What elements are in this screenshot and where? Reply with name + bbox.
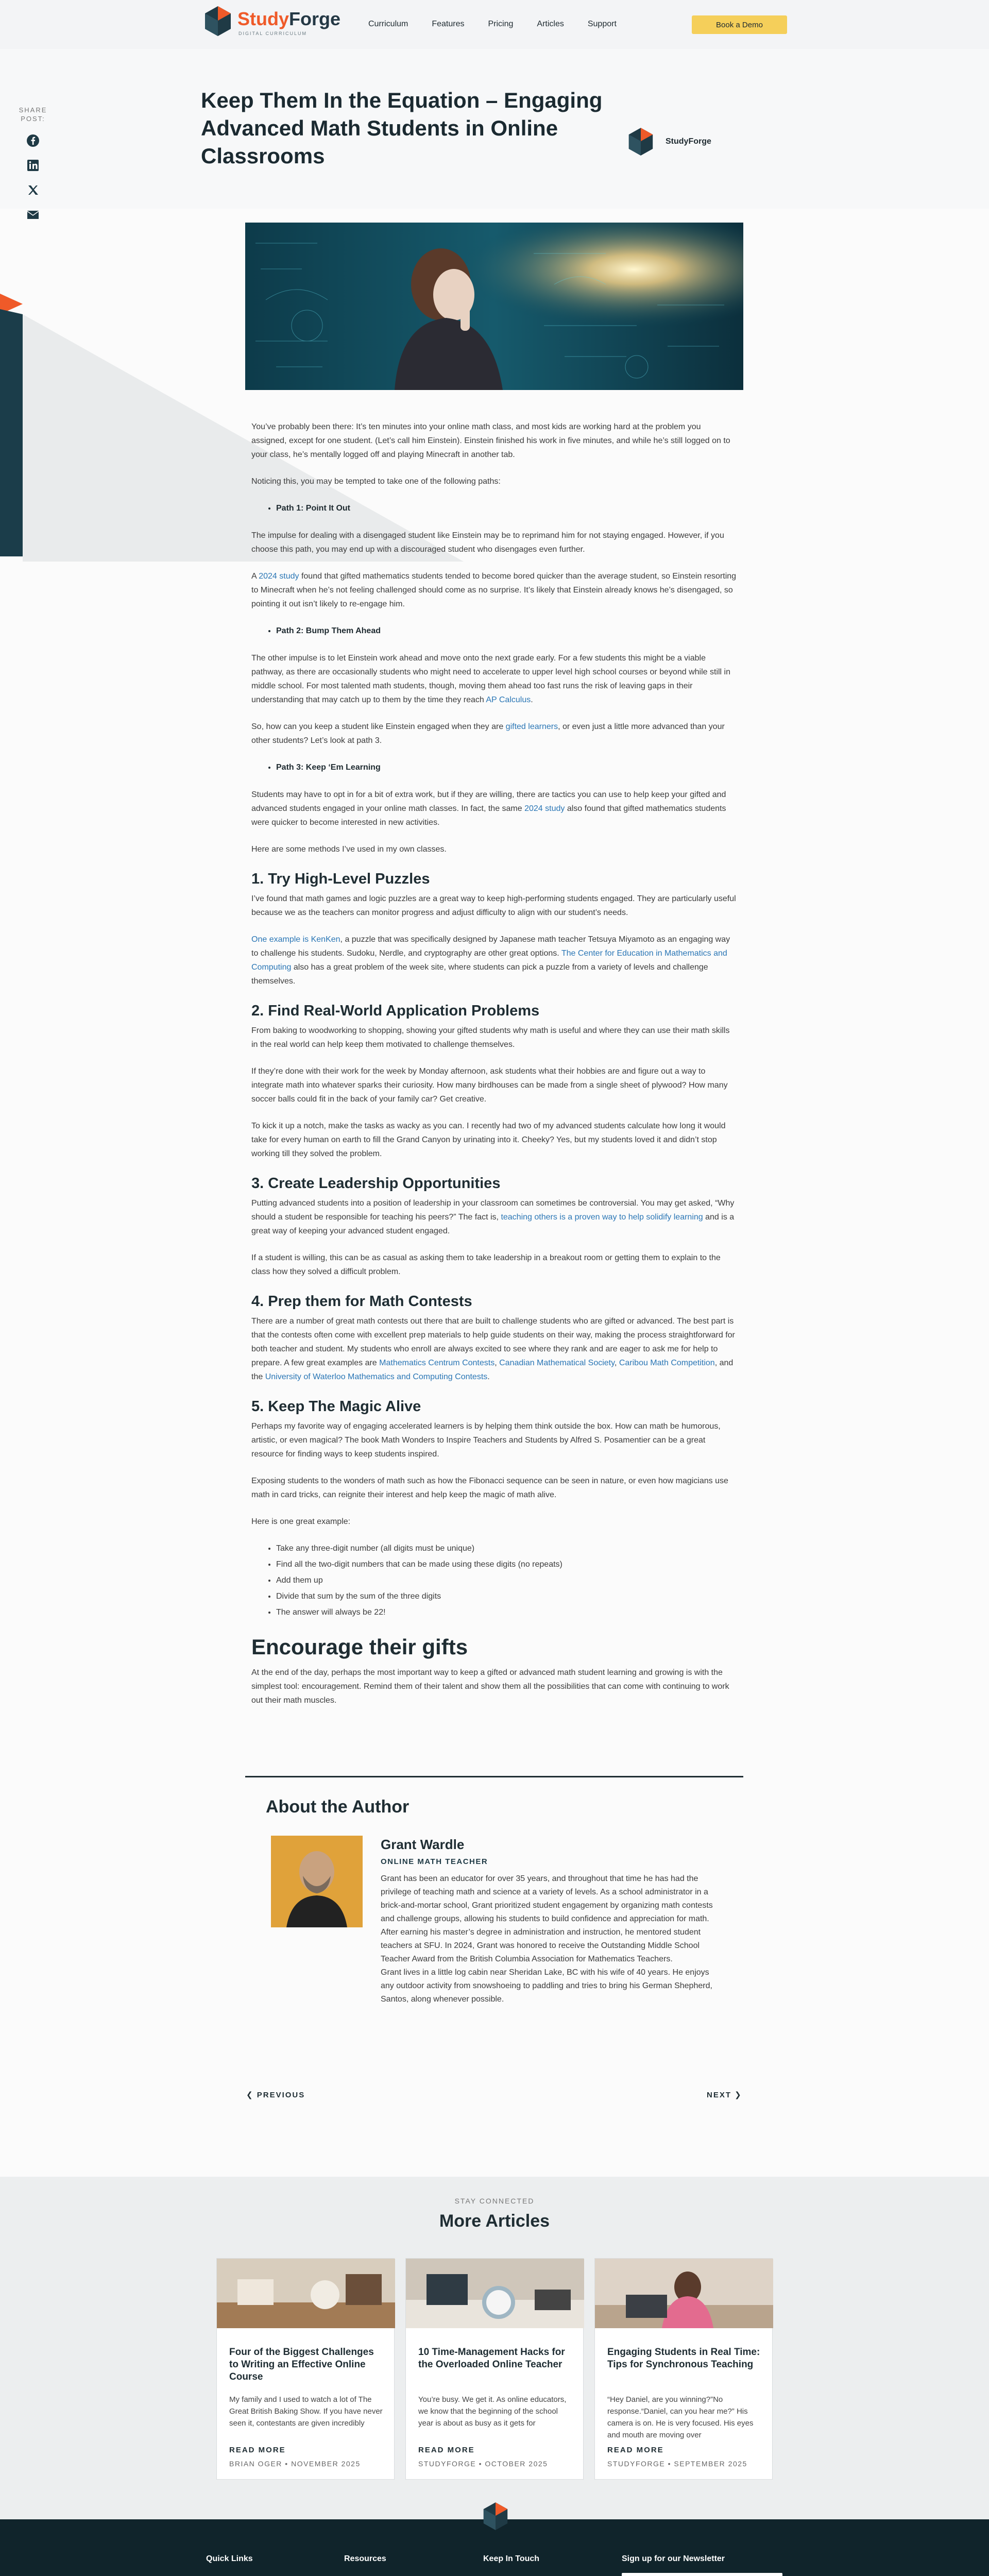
cemc-link[interactable]: The Center for Education in Mathematics and Computing — [251, 949, 727, 972]
gifted-learners-link[interactable]: gifted learners — [505, 722, 558, 731]
author-heading: About the Author — [266, 1797, 410, 1817]
studyforge-avatar-icon — [627, 127, 654, 157]
text: A — [251, 572, 259, 581]
paragraph: At the end of the day, perhaps the most important way to keep a gifted or advanced math student learning and growing is with the simplest tool: encouragement. Remind them of their talent and show them all the possibilities that can come with continuing to work out their math muscles. — [251, 1668, 729, 1705]
paragraph — [251, 569, 738, 611]
text: Putting advanced students into a position of leadership in your classroom can sometimes be controversial. You may get asked, “Why should a student be responsible for teaching his peers?” The fact is, — [251, 1199, 735, 1222]
book-demo-button[interactable]: Book a Demo — [692, 15, 787, 34]
card-image — [217, 2259, 395, 2328]
main-nav — [368, 20, 617, 29]
list-item: • Find all the two-digit numbers that can be made using these digits (no repeats) — [276, 1557, 738, 1571]
text: There are a number of great math contests out there that are built to challenge students who are gifted or advanced. The best part is that the contests often come with excellent prep materials to help guide students on their way, making the process straightforward for both teacher and student. My students who enroll are always excited to see where they rank and are eager to ask me for help to prepare. A few great examples are — [251, 1317, 735, 1367]
card-date: NOVEMBER 2025 — [291, 2460, 361, 2468]
article-card[interactable] — [594, 2258, 773, 2480]
path-2-heading: • Path 2: Bump Them Ahead — [276, 624, 738, 638]
paragraph — [251, 933, 738, 988]
text: also has a great problem of the week site, where students can pick a puzzle from a variety of levels and challenge themselves. — [251, 963, 708, 986]
paragraph: From baking to woodworking to shopping, showing your gifted students why math is useful and where they can use their math skills in the real world can help keep them motivated to challenge themselves. — [251, 1026, 730, 1049]
previous-label: PREVIOUS — [257, 2091, 305, 2099]
text: and is a great way of keeping your advanced student engaged. — [251, 1213, 735, 1235]
share-bar — [18, 106, 48, 222]
text: , a puzzle that was specifically designed by Japanese math teacher Tetsuya Miyamoto as an engaging way to challenge his students. Sudoku, Nerdle, and cryptography are other great options. — [251, 935, 730, 958]
contest-link[interactable]: Mathematics Centrum Contests — [379, 1359, 495, 1367]
card-meta: STUDYFORGE • SEPTEMBER 2025 — [607, 2460, 747, 2468]
read-more-link[interactable]: READ MORE — [607, 2446, 664, 2454]
magic-steps-list — [276, 1541, 738, 1619]
footer-logo-icon[interactable] — [482, 2501, 509, 2531]
read-more-link[interactable]: READ MORE — [418, 2446, 475, 2454]
section-heading: 5. Keep The Magic Alive — [251, 1398, 421, 1415]
paragraph: Perhaps my favorite way of engaging accelerated learners is by helping them think outside the box. How can math be humorous, artistic, or even magical? The book Math Wonders to Inspire Teachers and Students by Alfred S. Posamentier can be a great resource for finding ways to keep students inspired. — [251, 1422, 721, 1459]
study-link[interactable]: 2024 study — [259, 572, 299, 581]
site-header — [0, 0, 989, 49]
list-item: • Add them up — [276, 1573, 738, 1587]
text: The other impulse is to let Einstein work ahead and move onto the next grade early. For a few students this might be a viable pathway, as there are occasionally students who might need to accelerate to upper level high school courses or beyond while still in middle school. For most talented math students, though, moving them ahead too fast runs the risk of leaving gaps in their understanding that may catch up to them by the time they reach — [251, 654, 731, 704]
footer-heading: Keep In Touch — [483, 2554, 540, 2563]
byline-name: StudyForge — [666, 137, 711, 146]
article-body — [251, 420, 738, 1720]
text: , — [494, 1359, 500, 1367]
teaching-others-link[interactable]: teaching others is a proven way to help solidify learning — [501, 1213, 703, 1222]
path-2-list — [276, 624, 738, 638]
path-1-heading: • Path 1: Point It Out — [276, 501, 738, 515]
text: Students may have to opt in for a bit of extra work, but if they are willing, there are tactics you can use to help keep your gifted and advanced students engaged in your online math classes. In fact, the same — [251, 790, 726, 813]
card-author: BRIAN OGER — [229, 2460, 282, 2468]
paragraph — [251, 1196, 738, 1238]
list-item: • The answer will always be 22! — [276, 1605, 738, 1619]
chevron-right-icon: ❯ — [731, 2091, 742, 2099]
card-author: STUDYFORGE — [418, 2460, 476, 2468]
list-item: • Divide that sum by the sum of the three digits — [276, 1589, 738, 1603]
logo-word-forge: Forge — [289, 8, 341, 29]
card-excerpt: “Hey Daniel, are you winning?”No response.“Daniel, can you hear me?” His camera is on. He is very focused. His eyes and mouth are moving over — [607, 2395, 754, 2439]
article-card[interactable] — [405, 2258, 584, 2480]
paragraph — [251, 788, 738, 829]
author-photo — [271, 1836, 363, 1927]
contest-link[interactable]: University of Waterloo Mathematics and Computing Contests — [265, 1372, 488, 1381]
footer-heading: Quick Links — [206, 2554, 253, 2563]
author-name: Grant Wardle — [381, 1837, 465, 1852]
closing-heading: Encourage their gifts — [251, 1635, 468, 1659]
paragraph: If a student is willing, this can be as casual as asking them to take leadership in a breakout room or getting them to explain to the class how they solved a difficult problem. — [251, 1253, 721, 1276]
paragraph — [251, 1314, 738, 1384]
card-meta: BRIAN OGER • NOVEMBER 2025 — [229, 2460, 361, 2468]
contest-link[interactable]: Caribou Math Competition — [619, 1359, 715, 1367]
paragraph — [251, 651, 738, 707]
logo-word-study: Study — [237, 8, 289, 29]
text: . — [531, 696, 533, 704]
facebook-icon[interactable] — [26, 133, 40, 148]
card-date: SEPTEMBER 2025 — [674, 2460, 747, 2468]
text: , and the — [251, 1359, 734, 1381]
logo[interactable] — [203, 5, 341, 41]
nav-pricing[interactable]: Pricing — [488, 20, 514, 28]
logo-tagline: DIGITAL CURRICULUM — [238, 31, 308, 36]
chevron-left-icon: ❮ — [246, 2091, 257, 2099]
card-excerpt: My family and I used to watch a lot of The Great British Baking Show. If you have never seen it, contestants are given incredibly — [229, 2395, 383, 2428]
card-image — [406, 2259, 584, 2328]
article-card[interactable] — [216, 2258, 395, 2480]
paragraph: The impulse for dealing with a disengaged student like Einstein may be to reprimand him for not staying engaged. However, if you choose this path, you may end up with a discouraged student who disengages even further. — [251, 531, 724, 554]
card-meta: STUDYFORGE • OCTOBER 2025 — [418, 2460, 548, 2468]
newsletter-form — [622, 2553, 782, 2576]
footer-heading: Resources — [344, 2554, 386, 2563]
x-icon[interactable] — [26, 183, 40, 197]
post-title: Keep Them In the Equation – Engaging Advanced Math Students in Online Classrooms — [201, 88, 603, 168]
paragraph: To kick it up a notch, make the tasks as wacky as you can. I recently had two of my advanced students calculate how long it would take for every human on earth to fill the Grand Canyon by urinating into it. Cheeky? Yes, but my students loved it and didn’t stop working till they solved the problem. — [251, 1122, 726, 1158]
text: , or even just a little more advanced than your other students? Let’s look at path 3. — [251, 722, 725, 745]
footer-heading: Sign up for our Newsletter — [622, 2554, 725, 2563]
card-image — [595, 2259, 773, 2328]
section-heading: 3. Create Leadership Opportunities — [251, 1175, 501, 1192]
ap-calculus-link[interactable]: AP Calculus — [486, 696, 531, 704]
next-post-link[interactable] — [707, 2090, 742, 2099]
section-heading: 2. Find Real-World Application Problems — [251, 1003, 540, 1019]
paragraph: If they’re done with their work for the week by Monday afternoon, ask students what their hobbies are and figure out a way to integrate math into whatever sparks their curiosity. How many birdhouses can be made from a single sheet of plywood? How many soccer balls could fit in the back of your family car? Get creative. — [251, 1067, 728, 1104]
card-author: STUDYFORGE — [607, 2460, 666, 2468]
author-bio-1: Grant has been an educator for over 35 years, and throughout that time he has had the privilege of teaching math and science at a variety of levels. As a school administrator in a brick-and-mortar school, Grant prioritized student engagement by organizing math contests and challenge groups, allowing his students to build confidence and appreciation for math. After earning his master’s degree in administration and instruction, he mentored student teachers at SFU. In 2024, Grant was honored to receive the Outstanding Middle School Teacher Award from the British Columbia Association for Mathematics Teachers. — [381, 1874, 713, 1963]
author-bio — [381, 1872, 721, 2006]
linkedin-icon[interactable] — [26, 158, 40, 173]
contest-link[interactable]: Canadian Mathematical Society — [499, 1359, 615, 1367]
share-label: SHARE POST: — [19, 106, 47, 123]
list-item: • Take any three-digit number (all digits must be unique) — [276, 1541, 738, 1555]
paragraph: Exposing students to the wonders of math such as how the Fibonacci sequence can be seen in nature, or even how magicians use math in card tricks, can reignite their interest and help keep the magic of math alive. — [251, 1477, 728, 1499]
post-byline — [627, 127, 711, 157]
text: So, how can you keep a student like Einstein engaged when they are — [251, 722, 506, 731]
logo-mark-icon — [203, 5, 232, 37]
path-1-list — [276, 501, 738, 515]
card-date: OCTOBER 2025 — [485, 2460, 548, 2468]
author-bio-2: Grant lives in a little log cabin near Sheridan Lake, BC with his wife of 40 years. He enjoys any outdoor activity from snowshoeing to paddling and tries to bring his German Shepherd, Santos, along whenever possible. — [381, 1968, 712, 2004]
section-heading: 1. Try High-Level Puzzles — [251, 871, 430, 887]
card-excerpt: You’re busy. We get it. As online educators, we know that the beginning of the school year is about as busy as it gets for — [418, 2395, 567, 2428]
text: , — [614, 1359, 619, 1367]
more-title: More Articles — [439, 2211, 550, 2231]
text: found that gifted mathematics students tended to become bored quicker than the average student, so Einstein resorting to Minecraft when he’s not feeling challenged should come as no surprise. It’s likely that Einstein already knows he’s disengaged, so pointing it out isn’t likely to re-engage him. — [251, 572, 737, 608]
nav-curriculum[interactable]: Curriculum — [368, 20, 408, 28]
author-divider — [245, 1776, 743, 1777]
footer-resources — [344, 2553, 421, 2576]
hero-image — [245, 223, 743, 390]
paragraph — [251, 720, 738, 748]
path-3-heading: • Path 3: Keep ‘Em Learning — [276, 760, 738, 774]
section-heading: 4. Prep them for Math Contests — [251, 1293, 472, 1310]
author-role: ONLINE MATH TEACHER — [381, 1857, 488, 1866]
paths-intro: Noticing this, you may be tempted to take one of the following paths: — [251, 477, 501, 486]
card-title[interactable]: Engaging Students in Real Time: Tips for Synchronous Teaching — [607, 2347, 760, 2370]
email-icon[interactable] — [26, 208, 40, 222]
nav-support[interactable]: Support — [587, 20, 617, 28]
study-link[interactable]: 2024 study — [524, 804, 565, 813]
intro-paragraph: You’ve probably been there: It’s ten minutes into your online math class, and most kids are working hard at the problem you assigned, except for one student. (Let’s call him Einstein). Einstein finished his work in five minutes, and while he’s still logged on to your class, he’s mentally logged off and playing Minecraft in another tab. — [251, 422, 730, 459]
kenken-link[interactable]: One example is KenKen — [251, 935, 340, 944]
card-title[interactable]: 10 Time-Management Hacks for the Overloaded Online Teacher — [418, 2347, 565, 2370]
newsletter-name-input[interactable] — [622, 2573, 782, 2576]
footer-quick-links — [206, 2553, 271, 2576]
next-label: NEXT — [707, 2091, 732, 2099]
paragraph: Here is one great example: — [251, 1517, 351, 1526]
more-kicker: STAY CONNECTED — [454, 2197, 535, 2205]
text: also found that gifted mathematics students were quicker to become interested in new activities. — [251, 804, 726, 827]
path-3-list — [276, 760, 738, 774]
previous-post-link[interactable] — [246, 2090, 305, 2099]
paragraph: I’ve found that math games and logic puzzles are a great way to keep high-performing students engaged. They are particularly useful because we as the teachers can monitor progress and adjust difficulty to align with our student’s needs. — [251, 894, 736, 917]
card-title[interactable]: Four of the Biggest Challenges to Writing an Effective Online Course — [229, 2347, 374, 2382]
paragraph: Here are some methods I’ve used in my own classes. — [251, 845, 447, 854]
nav-articles[interactable]: Articles — [537, 20, 564, 28]
footer-keep-in-touch — [483, 2553, 566, 2576]
read-more-link[interactable]: READ MORE — [229, 2446, 286, 2454]
nav-features[interactable]: Features — [432, 20, 465, 28]
text: . — [487, 1372, 490, 1381]
